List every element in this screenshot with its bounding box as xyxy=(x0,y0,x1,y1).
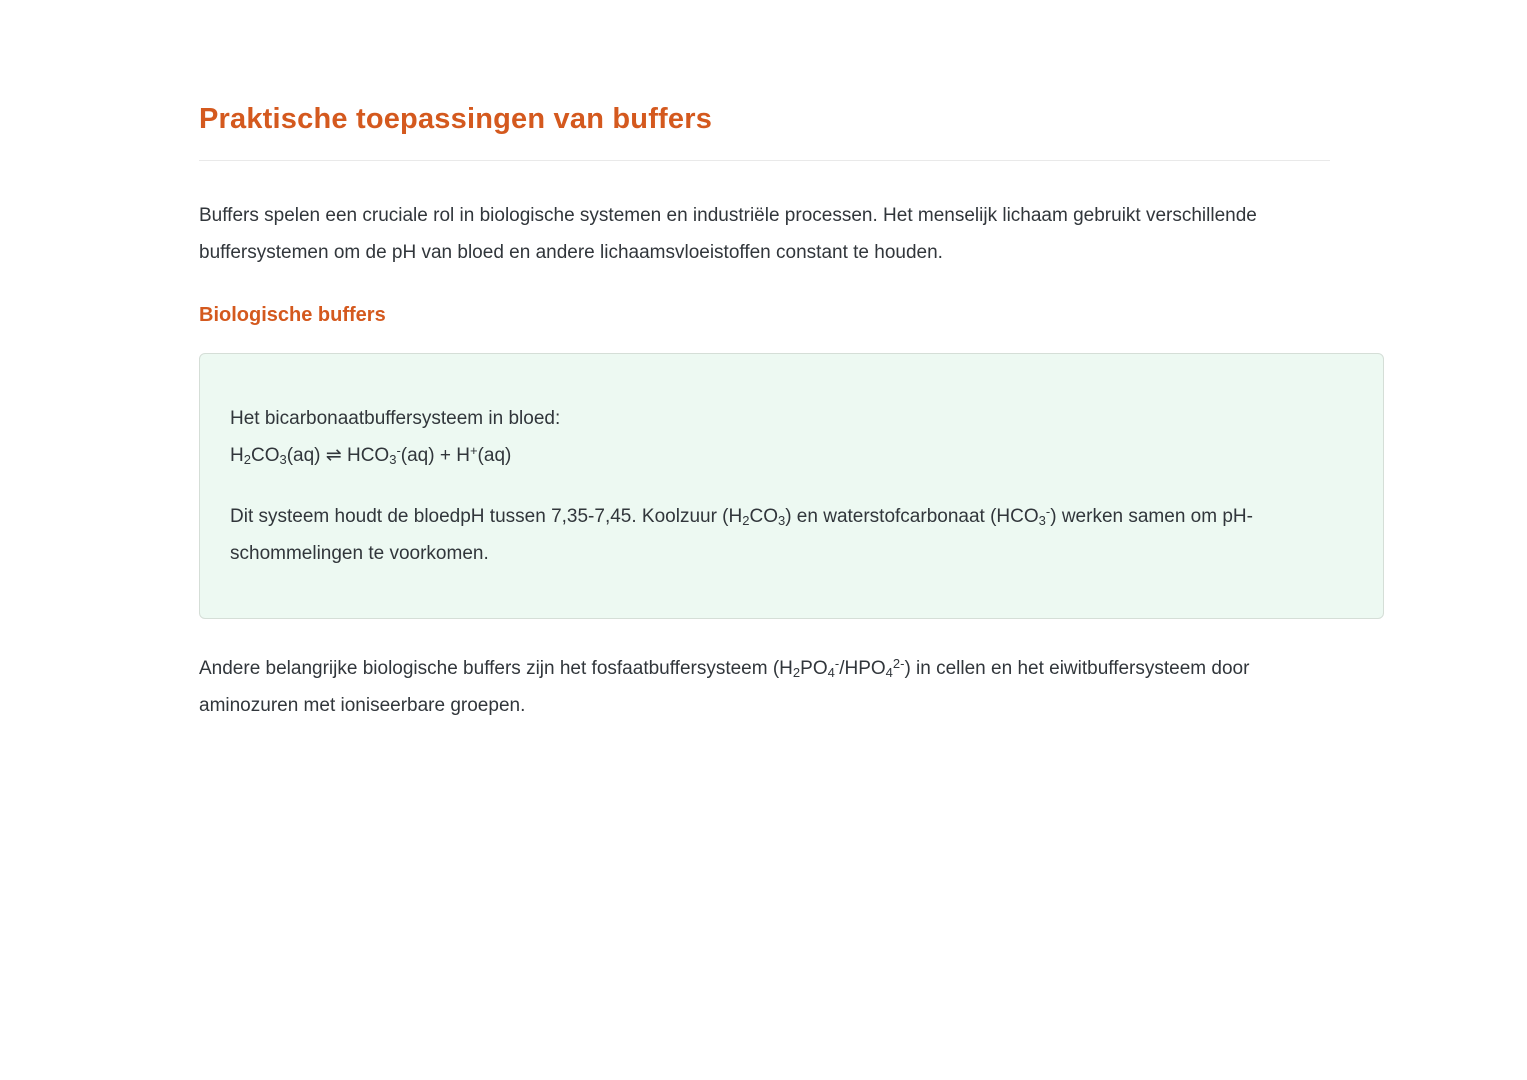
divider xyxy=(199,160,1330,161)
intro-paragraph: Buffers spelen een cruciale rol in biologische systemen en industriële processen. Het menselijk lichaam gebruikt verschillende buffersystemen om de pH van bloed en andere lichaamsvloeistoffen constant te houden. xyxy=(199,205,1257,263)
content-column xyxy=(199,0,1330,724)
page-title: Praktische toepassingen van buffers xyxy=(199,103,713,135)
callout-body-paragraph: Dit systeem houdt de bloedpH tussen 7,35-7,45. Koolzuur $(H_2CO_3)$ en waterstofcarbonaat $(HCO_3^-)$ werken samen om pH-schommelingen te voorkomen. xyxy=(230,504,1253,564)
section-heading: Biologische buffers xyxy=(199,304,386,326)
callout-box xyxy=(199,353,1384,619)
closing-paragraph: Andere belangrijke biologische buffers zijn het fosfaatbuffersysteem $(H_2PO_4^-/HPO_4^{2-})$ in cellen en het eiwitbuffersysteem door aminozuren met ioniseerbare groepen. xyxy=(199,656,1250,716)
callout-intro-line: Het bicarbonaatbuffersysteem in bloed: xyxy=(230,408,561,429)
chemical-equation: $H_2CO_3(aq)$ ⇌ $HCO_3^-(aq) + H^+(aq)$ xyxy=(230,443,512,467)
equation-block xyxy=(230,400,1353,474)
